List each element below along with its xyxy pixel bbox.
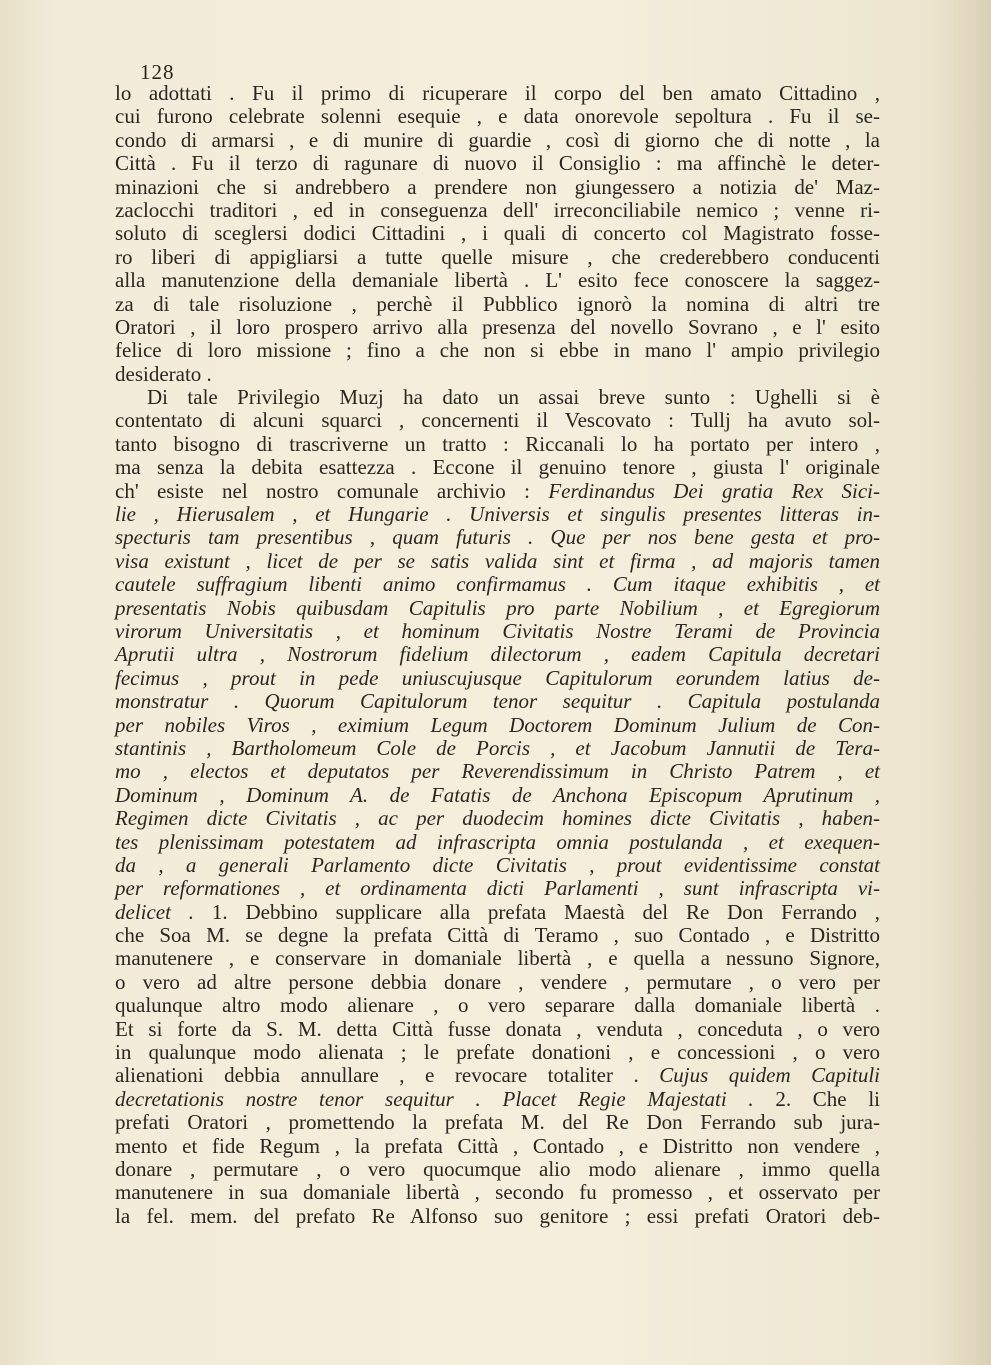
text-line: za di tale risoluzione , perchè il Pubblico ignorò la nomina di altri tre [115,291,880,316]
text-line: da , a generali Parlamento dicte Civitatis , prout evidentissime constat [115,852,880,877]
italic-span: Ferdinandus Dei gratia Rex Sici- [548,478,880,503]
text-line: la fel. mem. del prefato Re Alfonso suo genitore ; essi prefati Oratori deb- [115,1203,880,1228]
text-line [115,1064,880,1087]
text-line: manutenere in sua domaniale libertà , secondo fu promesso , et osservato per [115,1180,880,1205]
text-line: lo adottati . Fu il primo di ricuperare il corpo del ben amato Cittadino , [115,81,880,105]
roman-span: 1. Debbino supplicare alla prefata Maestà del Re Don Ferrando , [211,899,881,924]
text-line: Città . Fu il terzo di ragunare di nuovo il Consiglio : ma affinchè le deter- [115,151,880,176]
roman-span: ch' esiste nel nostro comunale archivio : [115,478,549,503]
text-line: in qualunque modo alienata ; le prefate donationi , e concessioni , o vero [115,1040,880,1065]
text-line: per nobiles Viros , eximium Legum Doctorem Dominum Julium de Con- [115,712,880,737]
text-line: Dominum , Dominum A. de Fatatis de Anchona Episcopum Aprutinum , [115,782,880,807]
text-line: mo , electos et deputatos per Reverendissimum in Christo Patrem , et [115,759,880,784]
roman-span: alienationi debbia annullare , e revocare totaliter . [115,1063,660,1088]
italic-span: decretationis nostre tenor sequitur . Placet Regie Majestati . [115,1086,776,1111]
italic-span: Cujus quidem Capituli [659,1063,880,1088]
text-line: virorum Universitatis , et hominum Civitatis Nostre Terami de Provincia [115,618,880,643]
text-line [115,480,880,503]
text-line: specturis tam presentibus , quam futuris . Que per nos bene gesta et pro- [115,525,880,550]
text-line: stantinis , Bartholomeum Cole de Porcis , et Jacobum Jannutii de Tera- [115,735,880,760]
text-line: zaclocchi traditori , ed in conseguenza dell' irreconciliabile nemico ; venne ri- [115,197,880,222]
text-line: Di tale Privilegio Muzj ha dato un assai breve sunto : Ughelli si è [147,385,880,410]
text-line: mento et fide Regum , la prefata Città , Contado , e Distritto non vendere , [115,1133,880,1158]
text-line: prefati Oratori , promettendo la prefata M. del Re Don Ferrando sub jura- [115,1110,880,1135]
text-line [115,901,880,924]
text-line: presentatis Nobis quibusdam Capitulis pro parte Nobilium , et Egregiorum [115,595,880,620]
italic-span: delicet . [115,899,212,924]
text-line: felice di loro missione ; fino a che non si ebbe in mano l' ampio privilegio [115,338,880,363]
text-line [115,1088,880,1111]
text-line: alla manutenzione della demaniale libertà . L' esito fece conoscere la saggez- [115,268,880,293]
text-line: Regimen dicte Civitatis , ac per duodecim homines dicte Civitatis , haben- [115,806,880,831]
text-line: tes plenissimam potestatem ad infrascripta omnia postulanda , et exequen- [115,829,880,854]
text-line: Aprutii ultra , Nostrorum fidelium dilectorum , eadem Capitula decretari [115,642,880,667]
body-text [115,82,880,1228]
text-line: desiderato . [115,361,212,386]
text-line: per reformationes , et ordinamenta dicti Parlamenti , sunt infrascripta vi- [115,876,880,901]
page-number: 128 [140,60,175,84]
text-line: contentato di alcuni squarci , concernenti il Vescovato : Tullj ha avuto sol- [115,408,880,433]
text-line: minazioni che si andrebbero a prendere non giungessero a notizia de' Maz- [115,174,880,199]
text-line: fecimus , prout in pede uniuscujusque Capitulorum eorundem latius de- [115,665,880,690]
text-line: ro liberi di appigliarsi a tutte quelle misure , che crederebbero conducenti [115,244,880,269]
text-line: condo di armarsi , e di munire di guardie , così di giorno che di notte , la [115,127,880,152]
text-line: lie , Hierusalem , et Hungarie . Universis et singulis presentes litteras in- [115,502,880,527]
text-line: che Soa M. se degne la prefata Città di Teramo , suo Contado , e Distritto [115,923,880,948]
text-line: Oratori , il loro prospero arrivo alla presenza del novello Sovrano , e l' esito [115,314,880,339]
text-line: monstratur . Quorum Capitulorum tenor sequitur . Capitula postulanda [115,689,880,714]
roman-span: 2. Che li [775,1086,880,1111]
text-line: soluto di sceglersi dodici Cittadini , i quali di concerto col Magistrato fosse- [115,221,880,246]
text-line: o vero ad altre persone debbia donare , vendere , permutare , o vero per [115,969,880,994]
text-line: tanto bisogno di trascriverne un tratto : Riccanali lo ha portato per intero , [115,431,880,456]
text-line: cui furono celebrate solenni esequie , e data onorevole sepoltura . Fu il se- [115,104,880,129]
text-line: donare , permutare , o vero quocumque alio modo alienare , immo quella [115,1156,880,1181]
text-line: Et si forte da S. M. detta Città fusse donata , venduta , conceduta , o vero [115,1016,880,1041]
text-line: qualunque altro modo alienare , o vero separare dalla domaniale libertà . [115,993,880,1018]
text-line: cautele suffragium libenti animo confirmamus . Cum itaque exhibitis , et [115,572,880,597]
text-line: visa existunt , licet de per se satis valida sint et firma , ad majoris tamen [115,548,880,573]
text-line: manutenere , e conservare in domaniale libertà , e quella a nessuno Signore, [115,946,880,971]
text-line: ma senza la debita esattezza . Eccone il genuino tenore , giusta l' originale [115,455,880,480]
